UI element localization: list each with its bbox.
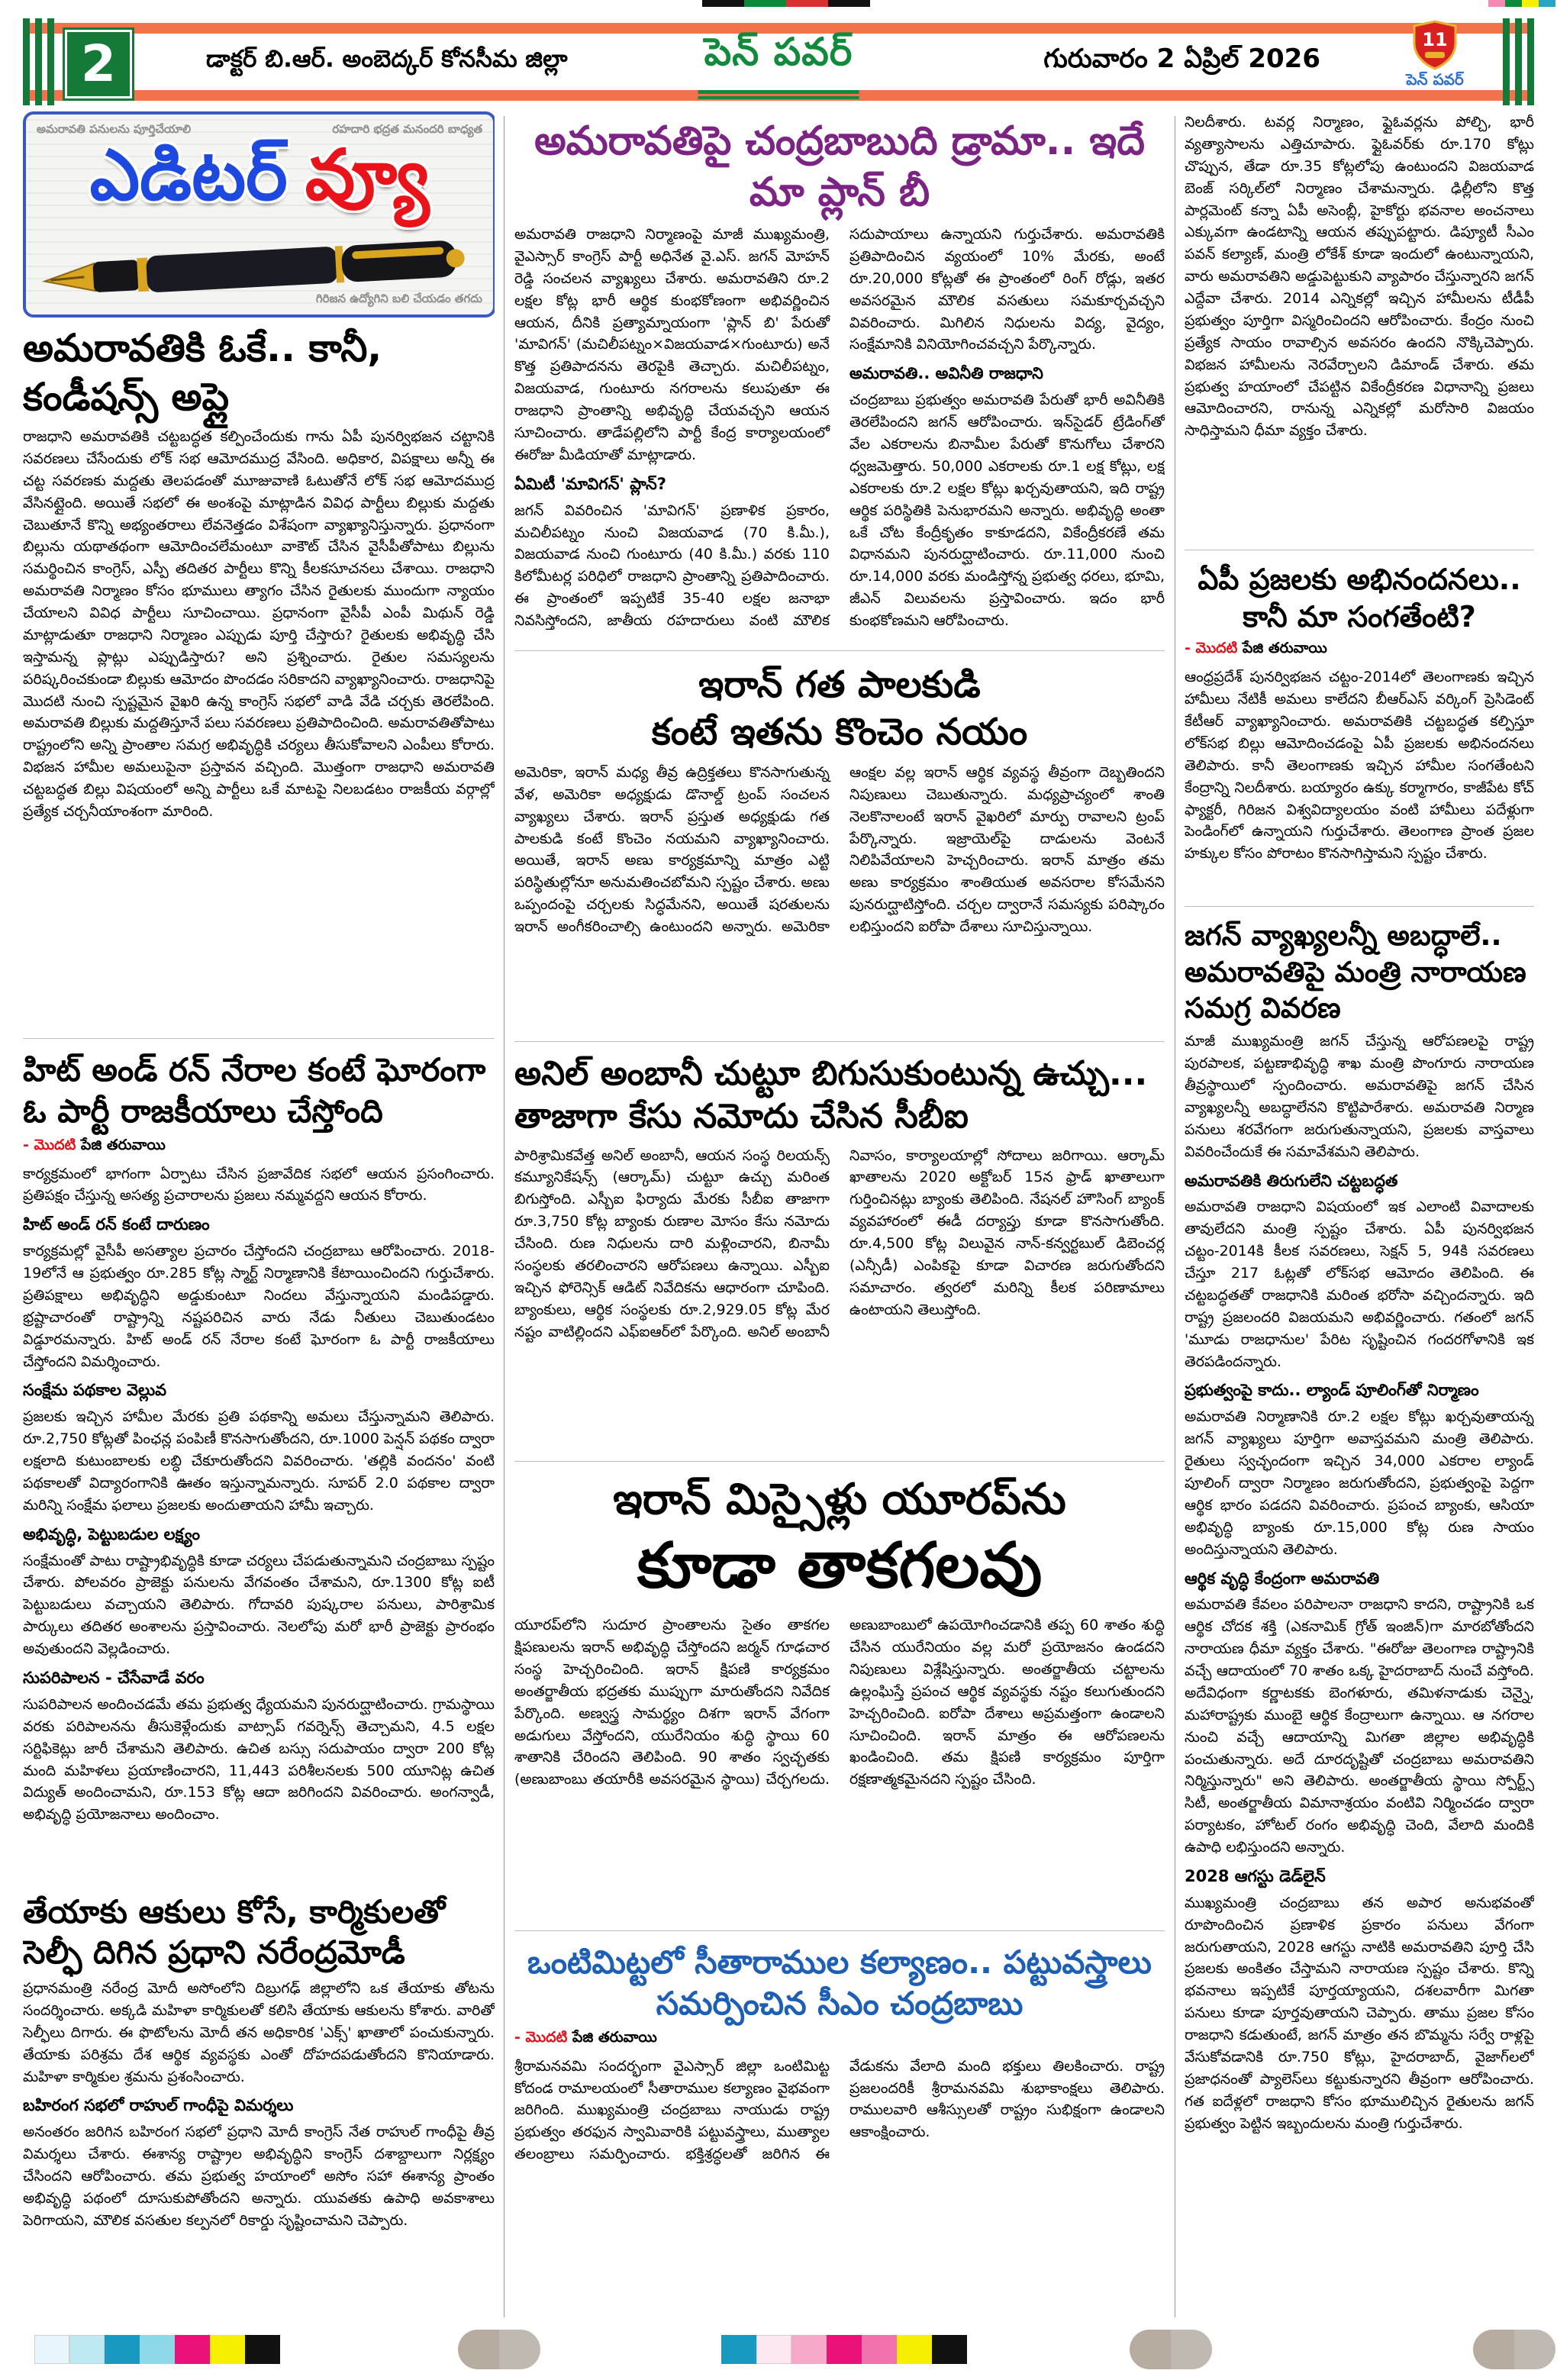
byline-rest: పేజి తరువాయి [567,2028,657,2046]
paragraph: అమరావతి కేవలం పరిపాలనా రాజధాని కాదని, రాష్ట్రానికి ఒక ఆర్థిక చోదక శక్తి (ఎకనామిక్ గ్రోత్ ఇంజిన్)గా మారబోతోందని నారాయణ ధీమా వ్యక్తం చేశారు. "ఈరోజు తెలంగాణ రాష్ట్రానికి వచ్చే ఆదాయంలో 70 శాతం ఒక్క హైదరాబాద్ నుంచే వస్తోంది. అదేవిధంగా కర్ణాటకకు బెంగళూరు, తమిళనాడుకు చెన్నై, మహారాష్ట్రకు ముంబై ఆర్థిక కేంద్రాలుగా ఉన్నాయి. ఆ నగరాల నుంచి వచ్చే ఆదాయాన్ని మిగతా జిల్లాల అభివృద్ధికి పంచుతున్నారు. అదే దూరదృష్టితో చంద్రబాబు అమరావతిని నిర్మిస్తున్నారు" అని తెలిపారు. అంతర్జాతీయ స్థాయి స్పోర్ట్స్ సిటీ, అంతర్జాతీయ విమానాశ్రయం వంటివి నిర్మించడం ద్వారా పర్యాటకం, హోటల్ రంగం అభివృద్ధి చెంది, వేలాది మందికి ఉపాధి లభిస్తుందని అన్నారు. [1185,1596,1534,1856]
masthead-green-bar [23,18,30,105]
article-divider [514,1461,1165,1462]
editor-view-logo [23,111,495,318]
subhead: ఏమిటీ 'మావిగన్' ప్లాన్? [514,474,666,493]
byline-red: - మొదటి [1185,640,1238,657]
article-body [514,224,1165,640]
article-headline: హిట్ అండ్ రన్ నేరాల కంటే ఘోరంగా ఓ పార్టీ రాజకీయాలు చేస్తోంది [23,1051,486,1130]
paragraph: అనంతరం జరిగిన బహిరంగ సభలో ప్రధాని మోదీ కాంగ్రెస్ నేత రాహుల్ గాంధీపై తీవ్ర విమర్శలు చేశారు. ఈశాన్య రాష్ట్రాల అభివృద్ధిని కాంగ్రెస్ దశాబ్దాలుగా నిర్లక్ష్యం చేసిందని ఆరోపించారు. తమ ప్రభుత్వ హయాంలో అసోం సహా ఈశాన్య ప్రాంతం అభివృద్ధి పథంలో దూసుకుపోతోందని అన్నారు. యువతకు ఉపాధి అవకాశాలు పెరిగాయని, మౌలిక వసతుల కల్పనలో రికార్డు సృష్టించామని చెప్పారు. [23,2124,495,2229]
paragraph: సుపరిపాలన అందించడమే తమ ప్రభుత్వ ధ్యేయమని పునరుద్ఘాటించారు. గ్రామస్థాయి వరకు పరిపాలనను తీసుకెళ్లేందుకు వాట్సాప్ గవర్నెన్స్ తెచ్చామని, 4.5 లక్షల సర్టిఫికెట్లు జారీ చేశామని తెలిపారు. ఉచిత బస్సు సదుపాయం ద్వారా 200 కోట్ల మంది మహిళలు ప్రయాణించారని, 11,443 పరిశీలనలకు 500 యూనిట్ల ఉచిత విద్యుత్ అందించామని, రూ.153 కోట్ల ఆదా జరిగిందని వివరించారు. అంగన్వాడీ, అభివృద్ధి ప్రయోజనాలు అందించాం. [23,1695,495,1824]
collage-headline: గిరిజన ఉద్యోగిని బలి చేయడం తగదు [315,292,482,305]
issue-date: గురువారం 2 ఏప్రిల్ 2026 [1043,44,1320,74]
subhead: హిట్ అండ్ రన్ కంటే దారుణం [23,1215,210,1234]
paragraph: యూరప్‌లోని సుదూర ప్రాంతాలను సైతం తాకగల క్షిపణులను ఇరాన్ అభివృద్ధి చేస్తోందని జర్మన్ గూఢచార సంస్థ హెచ్చరించింది. ఇరాన్ క్షిపణి కార్యక్రమం అంతర్జాతీయ భద్రతకు ముప్పుగా మారుతోందని నివేదిక పేర్కొంది. అణ్వస్త్ర సామర్థ్యం దిశగా ఇరాన్ వేగంగా అడుగులు వేస్తోందని, యురేనియం శుద్ధి స్థాయి 60 శాతానికి చేరిందని తెలిపింది. 90 శాతం స్వచ్ఛతకు (అణుబాంబు తయారీకి అవసరమైన స్థాయి) చేర్చగలదు. అణుబాంబులో ఉపయోగించడానికి తప్ప 60 శాతం శుద్ధి చేసిన యురేనియం వల్ల మరో ప్రయోజనం ఉండదని నిపుణులు విశ్లేషిస్తున్నారు. అంతర్జాతీయ చట్టాలను ఉల్లంఘిస్తే ప్రపంచ ఆర్థిక వ్యవస్థకు నష్టం కలుగుతుందని హెచ్చరించింది. ఐరోపా దేశాలు అప్రమత్తంగా ఉండాలని సూచించింది. ఇరాన్ మాత్రం ఈ ఆరోపణలను ఖండించింది. తమ క్షిపణి కార్యక్రమం పూర్తిగా రక్షణాత్మకమైనదని స్పష్టం చేసింది. [514,1617,1165,1788]
headline-line2: కంటే ఇతను కొంచెం నయం [651,710,1028,753]
headline-line1: ఇరాన్ గత పాలకుడి [698,663,981,707]
collage-headline: రహదారి భద్రత మనందరి బాధ్యత [332,122,482,136]
subhead: 2028 ఆగస్టు డెడ్‌లైన్ [1185,1866,1326,1885]
byline-red: - మొదటి [514,2028,568,2046]
masthead-green-bar [1515,18,1522,105]
article-headline: ఒంటిమిట్టలో సీతారాముల కల్యాణం.. పట్టువస్త్రాలు సమర్పించిన సీఎం చంద్రబాబు [527,1943,1152,2022]
byline-red: - మొదటి [23,1136,76,1153]
article-divider [514,1041,1165,1042]
paragraph: ప్రధానమంత్రి నరేంద్ర మోదీ అసోంలోని దిబ్రుగఢ్ జిల్లాలోని ఒక తేయాకు తోటను సందర్శించారు. అక్కడి మహిళా కార్మికులతో కలిసి తేయాకు ఆకులను కోశారు. వారితో సెల్ఫీలు దిగారు. ఈ ఫొటోలను మోదీ తన అధికారిక 'ఎక్స్' ఖాతాలో పంచుకున్నారు. తేయాకు పరిశ్రమ దేశ ఆర్థిక వ్యవస్థకు ఎంతో దోహదపడుతోందని కొనియాడారు. మహిళా కార్మికుల శ్రమను ప్రశంసించారు. [23,1980,495,2085]
article-body [23,1163,495,1887]
paragraph: సంక్షేమంతో పాటు రాష్ట్రాభివృద్ధికి కూడా చర్యలు చేపడుతున్నామని చంద్రబాబు స్పష్టం చేశారు. పోలవరం ప్రాజెక్టు పనులను వేగవంతం చేశామని, రూ.1300 కోట్ల ఐటీ పెట్టుబడులు వచ్చాయని తెలిపారు. గోదావరి పుష్కరాల పనులు, పారిశ్రామిక పార్కులు తదితర అంశాలను ప్రస్తావించారు. నెలలోపు మరో భారీ ప్రాజెక్టు ప్రారంభం అవుతుందని వెల్లడించారు. [23,1552,495,1658]
paper-title: పెన్ పవర్ [698,30,859,94]
article-headline: ఏపీ ప్రజలకు అభినందనలు.. కానీ మా సంగతేంటి? [1198,563,1521,634]
article-body [1185,1030,1534,2298]
masthead-green-bar [47,18,54,105]
logo-years: 11 [1422,29,1448,50]
article-body [23,426,495,1027]
masthead-green-bar [35,18,42,105]
paragraph: శ్రీరామనవమి సందర్భంగా వైఎస్సార్ జిల్లా ఒంటిమిట్ట కోదండ రామాలయంలో సీతారాముల కల్యాణం వైభవంగా జరిగింది. ముఖ్యమంత్రి చంద్రబాబు నాయుడు రాష్ట్ర ప్రభుత్వం తరఫున స్వామివారికి పట్టువస్త్రాలు, ముత్యాల తలంబ్రాలు సమర్పించారు. భక్తిశ్రద్ధలతో జరిగిన ఈ వేడుకను వేలాది మంది భక్తులు తిలకించారు. రాష్ట్ర ప్రజలందరికీ శ్రీరామనవమి శుభాకాంక్షలు తెలిపారు. రాములవారి ఆశీస్సులతో రాష్ట్రం సుభిక్షంగా ఉండాలని ఆకాంక్షించారు. [514,2057,1165,2163]
subhead: అభివృద్ధి, పెట్టుబడుల లక్ష్యం [23,1524,201,1543]
byline-rest: పేజి తరువాయి [76,1136,166,1153]
paragraph: అమరావతి రాజధాని నిర్మాణంపై మాజీ ముఖ్యమంత్రి, వైఎస్సార్ కాంగ్రెస్ పార్టీ అధినేత వై.ఎస్. జగన్ మోహన్ రెడ్డి సంచలన వ్యాఖ్యలు చేశారు. అమరావతిని రూ.2 లక్షల కోట్ల భారీ ఆర్థిక కుంభకోణంగా అభివర్ణించిన ఆయన, దీనికి ప్రత్యామ్నాయంగా 'ప్లాన్ బి' పేరుతో 'మావిగన్' (మచిలీపట్నం×విజయవాడ×గుంటూరు) అనే కొత్త ప్రతిపాదనను తెరపైకి తెచ్చారు. మచిలీపట్నం, విజయవాడ, గుంటూరు నగరాలను కలుపుతూ ఈ రాజధాని ప్రాంతాన్ని అభివృద్ధి చేయవచ్చని ఆయన సూచించారు. తాడేపల్లిలోని పార్టీ కేంద్ర కార్యాలయంలో ఈరోజు మీడియాతో మాట్లాడారు. [514,226,830,463]
paragraph: కార్యక్రమల్లో వైసీపీ అసత్యాల ప్రచారం చేస్తోందని చంద్రబాబు ఆరోపించారు. 2018-19లోనే ఆ ప్రభుత్వం రూ.285 కోట్ల స్మార్ట్ నిర్మాణానికి కేటాయించిందని గుర్తుచేశారు. ప్రతిపక్షాలు అభివృద్ధిని అడ్డుకుంటూ నిందలు వేస్తున్నాయని మండిపడ్డారు. భ్రష్టాచారంతో రాష్ట్రాన్ని నష్టపరిచిన వారు నేడు నీతులు చెబుతుండటం విడ్డూరమన్నారు. హిట్ అండ్ రన్ నేరాల కంటే ఘోరంగా ఓ పార్టీ రాజకీయాలు చేస్తోందని విమర్శించారు. [23,1243,495,1370]
paragraph: మాజీ ముఖ్యమంత్రి జగన్ చేస్తున్న ఆరోపణలపై రాష్ట్ర పురపాలక, పట్టణాభివృద్ధి శాఖ మంత్రి పొంగూరు నారాయణ తీవ్రస్థాయిలో స్పందించారు. అమరావతిపై జగన్ చేసిన వ్యాఖ్యలన్నీ అబద్ధాలేనని కొట్టిపారేశారు. అమరావతి నిర్మాణ పనులు శరవేగంగా జరుగుతున్నాయని, ప్రజలకు వాస్తవాలు వివరించేందుకే ఈ సమావేశమని తెలిపారు. [1185,1033,1534,1160]
subhead: సుపరిపాలన - చేసేవాడే వరం [23,1668,205,1687]
paragraph: రాజధాని అమరావతికి చట్టబద్ధత కల్పించేందుకు గాను ఏపీ పునర్విభజన చట్టానికి సవరణలు చేసేందుకు లోక్ సభ ఆమోదముద్ర వేసింది. అధికార, విపక్షాలు అన్నీ ఈ చట్ట సవరణకు మద్దతు తెలపడంతో మూజువాణి ఓటుతోనే లోక్ సభ ఆమోదముద్ర వేసినట్లైంది. అయితే సభలో ఈ అంశంపై మాట్లాడిన వివిధ పార్టీలు బిల్లుకు మద్దతు చెబుతూనే కొన్ని అభ్యంతరాలు లేవనెత్తడం విశేషంగా వ్యాఖ్యానిస్తున్నారు. ప్రధానంగా బిల్లును యథాతథంగా ఆమోదించలేమంటూ వాకౌట్ చేసిన వైసీపీతోపాటు బిల్లును సమర్థించిన కాంగ్రెస్, ఎస్పీ తదితర పార్టీలు కొన్ని కీలకసూచనలు చేశాయి. రాజధాని అమరావతి నిర్మాణం కోసం భూములు త్యాగం చేసిన రైతులకు ముందుగా న్యాయం చేయాలని వివిధ పార్టీలు సూచించాయి. ప్రధానంగా వైసీపీ ఎంపీ మిథున్ రెడ్డి మాట్లాడుతూ రాజధాని నిర్మాణం ఎప్పుడు పూర్తి చేస్తారు? రైతులకు అభివృద్ధి చేసి ఇస్తామన్న ప్లాట్లు ఎప్పుడిస్తారు? అని ప్రశ్నించారు. రైతుల సమస్యలను పరిష్కరించకుండా బిల్లుకు ఆమోదం పొందడం సరికాదని వ్యాఖ్యానించారు. రాజధానిపై మొదటి నుంచి స్పష్టమైన వైఖరి ఉన్న కాంగ్రెస్ సభలో వాడి వేడి చర్చకు తెరలేపింది. అమరావతి బిల్లుకు మద్దతిస్తూనే పలు సవరణలు ప్రతిపాదించింది. అమరావతితోపాటు రాష్ట్రంలోని అన్ని ప్రాంతాల సమగ్ర అభివృద్ధికి చర్యలు తీసుకోవాలని ఎంపీలు కోరారు. విభజన హామీల అమలుపైనా ప్రస్తావన వచ్చింది. మొత్తంగా రాజధాని అమరావతి చట్టబద్ధత బిల్లు విషయంలో అన్ని పార్టీలు ఒకే మాటపై నిలబడటం రాజకీయ వర్గాల్లో ప్రత్యేక చర్చనీయాంశంగా మారింది. [23,428,495,820]
article-continuation [1185,111,1534,539]
middle-column [514,111,1165,2322]
article-headline [514,662,1165,756]
article-divider [23,1038,495,1039]
color-calibration-group [721,2334,967,2365]
district-name: డాక్టర్ బి.ఆర్. అంబెద్కర్ కోనసీమ జిల్లా [206,45,568,73]
registration-marks-right [1488,0,1555,7]
article-body [514,762,1165,1030]
article-body [1185,666,1534,895]
svg-text:11 [1422,29,1447,50]
subhead: ఆర్థిక వృద్ధి కేంద్రంగా అమరావతి [1185,1569,1380,1588]
right-column [1185,111,1534,2322]
left-column [23,111,495,2322]
article-body [514,1145,1165,1450]
lead-headline: అమరావతిపై చంద్రబాబుది డ్రామా.. ఇదే మా ప్లాన్ బీ [534,118,1145,215]
masthead-green-bar [1503,18,1510,105]
view-word: వ్యూ [305,134,430,216]
byline [1185,640,1534,660]
color-calibration-group [34,2334,280,2365]
article-body [514,1614,1165,1920]
paper-logo [1389,20,1481,105]
article-divider [514,1930,1165,1931]
article-divider [514,650,1165,651]
calibration-capsule [458,2330,540,2369]
collage-headline: అమరావతి పనులను పూర్తిచేయాలి [37,122,192,136]
paragraph: పారిశ్రామికవేత్త అనిల్ అంబానీ, ఆయన సంస్థ రిలయన్స్ కమ్యూనికేషన్స్ (ఆర్కామ్) చుట్టూ ఉచ్చు మరింత బిగుస్తోంది. ఎస్బీఐ ఫిర్యాదు మేరకు సీబీఐ తాజాగా రూ.3,750 కోట్ల బ్యాంకు రుణాల మోసం కేసు నమోదు చేసింది. రుణ నిధులను దారి మళ్లించారని, బినామీ సంస్థలకు తరలించారని ఆరోపణలు ఉన్నాయి. ఎస్బీఐ ఇచ్చిన ఫోరెన్సిక్ ఆడిట్ నివేదికను ఆధారంగా చూపింది. బ్యాంకులు, ఆర్థిక సంస్థలకు రూ.2,929.05 కోట్ల మేర నష్టం వాటిల్లిందని ఎఫ్ఐఆర్‌లో పేర్కొంది. అనిల్ అంబానీ నివాసం, కార్యాలయాల్లో సోదాలు జరిగాయి. ఆర్కామ్ ఖాతాలను 2020 అక్టోబర్ 15న ఫ్రాడ్ ఖాతాలుగా గుర్తించినట్లు బ్యాంకు తెలిపింది. నేషనల్ హౌసింగ్ బ్యాంక్ వ్యవహారంలో ఈడీ దర్యాప్తు కూడా కొనసాగుతోంది. రూ.4,500 కోట్ల విలువైన నాన్-కన్వర్టబుల్ డిబెంచర్ల (ఎన్సీడీ) ఎంపికపై కూడా విచారణ జరుగుతోందని సమాచారం. త్వరలో మరిన్ని కీలక పరిణామాలు ఉంటాయని తెలుస్తోంది. [514,1146,1165,1340]
editor-view-title [26,134,493,234]
masthead-green-bar [1527,18,1534,105]
headline-line2: కూడా తాకగలవు [637,1530,1043,1603]
article-divider [1185,906,1534,907]
subhead: ప్రభుత్వంపై కాదు.. ల్యాండ్ పూలింగ్‌తో నిర్మాణం [1185,1381,1479,1400]
article-headline: జగన్ వ్యాఖ్యలన్నీ అబద్ధాలే.. అమరావతిపై మంత్రి నారాయణ సమగ్ర వివరణ [1185,919,1526,1024]
paragraph: అమరావతి నిర్మాణానికి రూ.2 లక్షల కోట్లు ఖర్చవుతాయన్న జగన్ వ్యాఖ్యలు పూర్తిగా అవాస్తవమని మంత్రి తెలిపారు. రైతులు స్వచ్ఛందంగా ఇచ్చిన 34,000 ఎకరాల ల్యాండ్ పూలింగ్ ద్వారా నిర్మాణం జరుగుతోందని, ప్రభుత్వంపై పెద్దగా ఆర్థిక భారం పడదని వివరించారు. ప్రపంచ బ్యాంకు, ఆసియా అభివృద్ధి బ్యాంకు రూ.15,000 కోట్ల రుణ సాయం అందిస్తున్నాయని తెలిపారు. [1185,1408,1534,1558]
calibration-capsule [1130,2330,1212,2369]
subhead: బహిరంగ సభలో రాహుల్ గాంధీపై విమర్శలు [23,2096,294,2115]
paragraph: చంద్రబాబు ప్రభుత్వం అమరావతి పేరుతో భారీ అవినీతికి తెరలేపిందని జగన్ ఆరోపించారు. ఇన్‌సైడర్ ట్రేడింగ్‌తో వేల ఎకరాలను బినామీల పేరుతో కొనుగోలు చేశారని ధ్వజమెత్తారు. 50,000 ఎకరాలకు రూ.1 లక్ష కోట్లు, లక్ష ఎకరాలకు రూ.2 లక్షల కోట్లు ఖర్చవుతాయని, ఇది రాష్ట్ర ఆర్థిక పరిస్థితికి పెనుభారమని అన్నారు. అభివృద్ధి అంతా ఒకే చోట కేంద్రీకృతం కాకూడదని, వికేంద్రీకరణే తమ విధానమని పునరుద్ఘాటించారు. రూ.11,000 నుంచి రూ.14,000 వరకు మండిస్తోన్న ప్రభుత్వ ధరలు, భూమి, జీఎన్ విలువలను ప్రస్తావించారు. ఇదం భారీ కుంభకోణమని ఆరోపించారు. [849,392,1165,629]
paragraph: అమరావతి రాజధాని విషయంలో ఇక ఎలాంటి వివాదాలకు తావులేదని మంత్రి స్పష్టం చేశారు. ఏపీ పునర్విభజన చట్టం-2014కి కీలక సవరణలు, సెక్షన్ 5, 94కి సవరణలు చేస్తూ 217 ఓట్లతో లోక్‌సభ ఆమోదం తెలిపింది. ఈ చట్టబద్ధతతో రాజధానికి మరింత భరోసా వచ్చిందన్నారు. ఇది రాష్ట్ర ప్రజలందరి విజయమని అభివర్ణించారు. గతంలో జగన్ 'మూడు రాజధానుల' పేరిట సృష్టించిన గందరగోళానికి ఇక తెరపడిందన్నారు. [1185,1198,1534,1370]
article-body [23,1978,495,2306]
subhead: సంక్షేమ పథకాల వెల్లువ [23,1381,167,1400]
headline-line1: ఇరాన్ మిస్సైళ్లు యూరప్‌ను [613,1474,1066,1524]
page-number-box [63,27,134,101]
article-body [514,2056,1165,2185]
paragraph: ఆంధ్రప్రదేశ్ పునర్విభజన చట్టం-2014లో తెలంగాణకు ఇచ్చిన హామీలు నేటికీ అమలు కాలేదని బీఆర్ఎస్ వర్కింగ్ ప్రెసిడెంట్ కేటీఆర్ వ్యాఖ్యానించారు. అమరావతికి చట్టబద్ధత కల్పిస్తూ లోక్‌సభ బిల్లు ఆమోదించడంపై ఏపీ ప్రజలకు అభినందనలు తెలిపారు. కానీ తెలంగాణకు ఇచ్చిన హామీల సంగతేంటని కేంద్రాన్ని నిలదీశారు. బయ్యారం ఉక్కు కర్మాగారం, కాజీపేట కోచ్ ఫ్యాక్టరీ, గిరిజన విశ్వవిద్యాలయం వంటి హామీలు పదేళ్లుగా పెండింగ్‌లో ఉన్నాయని గుర్తుచేశారు. తెలంగాణ ప్రాంత ప్రజల హక్కుల కోసం పోరాటం కొనసాగిస్తామని స్పష్టం చేశారు. [1185,669,1534,863]
article-headline: అనిల్ అంబానీ చుట్టూ బిగుసుకుంటున్న ఉచ్చు... తాజాగా కేసు నమోదు చేసిన సీబీఐ [514,1053,1148,1137]
page-number: 2 [81,34,116,93]
calibration-capsule [1473,2330,1555,2369]
paragraph: నిలదీశారు. టవర్ల నిర్మాణం, ఫ్లైఓవర్లను పోల్చి, భారీ వ్యత్యాసాలను ఎత్తిచూపారు. ఫ్లైఓవర్‌కు రూ.170 కోట్లు చొప్పున, తేడా రూ.35 కోట్లలోపు ఉంటుందని విజయవాడ బెంజ్ సర్కిల్‌లో నిర్మాణం చేశామన్నారు. ఢిల్లీలోని కొత్త పార్లమెంట్ కన్నా ఏపీ అసెంబ్లీ, హైకోర్టు భవనాల అంచనాలు ఎక్కువగా ఉండటాన్ని ఆయన తప్పుపట్టారు. డిప్యూటీ సీఎం పవన్ కల్యాణ్, మంత్రి లోకేశ్ కూడా ఇందులో ఉంటున్నాయని, వారు అమరావతిని అడ్డుపెట్టుకుని వ్యాపారం చేస్తున్నారని జగన్ ఎద్దేవా చేశారు. 2014 ఎన్నికల్లో ఇచ్చిన హామీలను టీడీపీ ప్రభుత్వం పూర్తిగా విస్మరించిందని ఆరోపించారు. కేంద్రం నుంచి ప్రత్యేక సాయం రావాల్సిన అవసరం ఉందని నొక్కిచెప్పారు. విభజన హామీలను నెరవేర్చాలని డిమాండ్ చేశారు. తమ ప్రభుత్వ హయాంలో చేపట్టిన వికేంద్రీకరణ విధానాన్ని ప్రజలు ఆమోదించారని, రానున్న ఎన్నికల్లో మరోసారి విజయం సాధిస్తామని ధీమా వ్యక్తం చేశారు. [1185,114,1534,440]
logo-paper-name: పెన్ పవర్ [1406,70,1464,89]
byline [514,2029,1165,2049]
registration-marks-center [702,0,870,7]
subhead: అమరావతి.. అవినీతి రాజధాని [849,364,1043,383]
article-headline [514,1472,1165,1608]
editor-word: ఎడిటర్ [89,134,288,216]
masthead [23,23,1534,101]
byline-rest: పేజి తరువాయి [1237,640,1327,657]
subhead: అమరావతికి తిరుగులేని చట్టబద్ధత [1185,1171,1398,1190]
paragraph: జగన్ వివరించిన 'మావిగన్' ప్రణాళిక ప్రకారం, మచిలీపట్నం నుంచి విజయవాడ (70 కి.మీ.), విజయవాడ నుంచి గుంటూరు (40 కి.మీ.) వరకు 110 కిలోమీటర్ల పరిధిలో రాజధాని ప్రాంతాన్ని ప్రతిపాదించారు. ఈ ప్రాంతంలో ఇప్పటికే 35-40 లక్షల జనాభా నివసిస్తోందని, జాతీయ రహదారులు వంటి మౌలిక సదుపాయాలు ఉన్నాయని గుర్తుచేశారు. అమరావతికి ప్రతిపాదించిన వ్యయంలో 10% మేరకు, అంటే రూ.20,000 కోట్లతో ఈ ప్రాంతంలో రింగ్ రోడ్లు, ఇతర అవసరమైన మౌలిక వసతులు సమకూర్చవచ్చని వివరించారు. మిగిలిన నిధులను విద్య, వైద్యం, సంక్షేమానికి వినియోగించవచ్చని పేర్కొన్నారు. [514,226,1165,629]
article-headline: తేయాకు ఆకులు కోసే, కార్మికులతో సెల్ఫీ దిగిన ప్రధాని నరేంద్రమోడీ [23,1892,446,1972]
paragraph: కార్యక్రమంలో భాగంగా ఏర్పాటు చేసిన ప్రజావేదిక సభలో ఆయన ప్రసంగించారు. ప్రతిపక్షం చేస్తున్న అసత్య ప్రచారాలను ప్రజలు నమ్మవద్దని ఆయన కోరారు. [23,1165,495,1205]
article-headline: అమరావతికి ఓకే.. కానీ, కండీషన్స్ అప్లై [23,326,382,419]
anniversary-shield-icon [1408,20,1462,70]
paragraph: ప్రజలకు ఇచ్చిన హామీల మేరకు ప్రతి పథకాన్ని అమలు చేస్తున్నామని తెలిపారు. రూ.2,750 కోట్లతో పింఛన్ల పంపిణీ కొనసాగుతోందని, రూ.1000 పెన్షన్ పథకం ద్వారా లక్షలాది కుటుంబాలకు లబ్ధి చేకూరుతోందని వివరించారు. 'తల్లికి వందనం' వంటి పథకాలతో విద్యారంగానికి ఊతం ఇస్తున్నామన్నారు. సూపర్ 2.0 పథకాల ద్వారా మరిన్ని సంక్షేమ ఫలాలు ప్రజలకు అందుతాయని హామీ ఇచ్చారు. [23,1408,495,1514]
byline [23,1137,495,1157]
paragraph: ముఖ్యమంత్రి చంద్రబాబు తన అపార అనుభవంతో రూపొందించిన ప్రణాళిక ప్రకారం పనులు వేగంగా జరుగుతాయని, 2028 ఆగస్టు నాటికి అమరావతిని పూర్తి చేసి ప్రజలకు అంకితం చేస్తామని నారాయణ స్పష్టం చేశారు. కొన్ని భవనాలు ఇప్పటికే పూర్తయ్యాయని, దశలవారీగా మిగతా పనులు కూడా పూర్తవుతాయని చెప్పారు. తాము ప్రజల కోసం రాజధాని కడుతుంటే, జగన్ మాత్రం తన బొమ్మను సర్వే రాళ్లపై వేసుకోవడానికి రూ.750 కోట్లు, హైదరాబాద్, వైజాగ్‌లలో ప్రజాధనంతో ప్యాలెస్‌లు కట్టుకున్నారని తీవ్రంగా ఆరోపించారు. గత ఐదేళ్లలో రాజధాని కోసం భూములిచ్చిన రైతులను జగన్ ప్రభుత్వం పెట్టిన ఇబ్బందులను మంత్రి గుర్తుచేశారు. [1185,1894,1534,2132]
paragraph: అమెరికా, ఇరాన్ మధ్య తీవ్ర ఉద్రిక్తతలు కొనసాగుతున్న వేళ, అమెరికా అధ్యక్షుడు డొనాల్డ్ ట్రంప్ సంచలన వ్యాఖ్యలు చేశారు. ఇరాన్ ప్రస్తుత అధ్యక్షుడు గత పాలకుడి కంటే కొంచెం నయమని వ్యాఖ్యానించారు. అయితే, ఇరాన్ అణు కార్యక్రమాన్ని మాత్రం ఎట్టి పరిస్థితుల్లోనూ అనుమతించబోమని స్పష్టం చేశారు. అణు ఒప్పందంపై చర్చలకు సిద్ధమేనని, అయితే షరతులను ఇరాన్ అంగీకరించాల్సి ఉంటుందని అన్నారు. అమెరికా ఆంక్షల వల్ల ఇరాన్ ఆర్థిక వ్యవస్థ తీవ్రంగా దెబ్బతిందని నిపుణులు చెబుతున్నారు. మధ్యప్రాచ్యంలో శాంతి నెలకొనాలంటే ఇరాన్ వైఖరిలో మార్పు రావాలని ట్రంప్ పేర్కొన్నారు. ఇజ్రాయెల్‌పై దాడులను వెంటనే నిలిపివేయాలని హెచ్చరించారు. ఇరాన్ మాత్రం తమ అణు కార్యక్రమం శాంతియుత అవసరాల కోసమేనని పునరుద్ఘాటిస్తోంది. చర్చల ద్వారానే సమస్యకు పరిష్కారం లభిస్తుందని ఐరోపా దేశాలు సూచిస్తున్నాయి. [514,763,1165,936]
